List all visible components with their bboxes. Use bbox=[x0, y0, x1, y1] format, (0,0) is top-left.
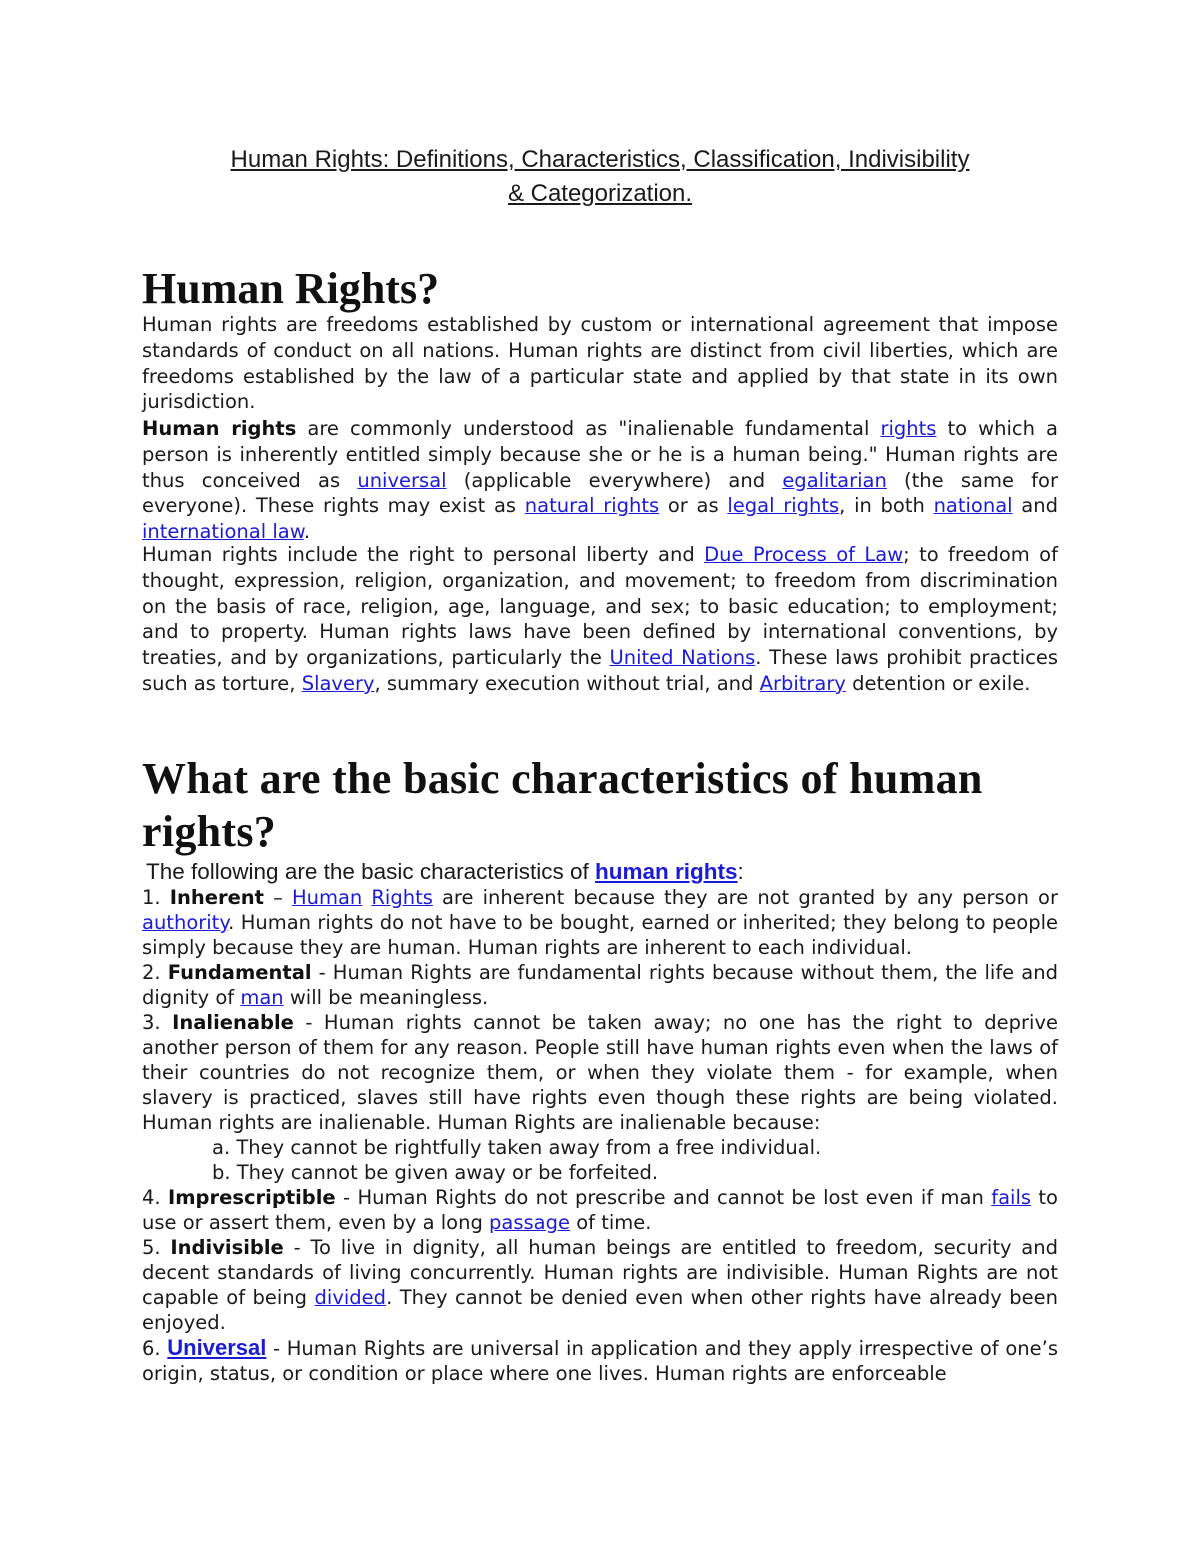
link-passage[interactable]: passage bbox=[489, 1211, 571, 1234]
heading-characteristics: What are the basic characteristics of human rights? bbox=[142, 754, 983, 856]
paragraph-scope: Human rights include the right to personal liberty and Due Process of Law; to freedom of thought, expression, religion, organization, and movement; to freedom from discrimination on the basis of race, religion, age, language, and sex; to basic education; to employment; and to property. Human rights laws have been defined by international conventions, by treaties, and by organizations, particularly the United Nations. These laws prohibit practices such as torture, Slavery, summary execution without trial, and Arbitrary detention or exile. bbox=[142, 543, 1058, 695]
paragraph-inalienable: Human rights are commonly understood as "inalienable fundamental rights to which a person is inherently entitled simply because she or he is a human being." Human rights are thus conceived as universal (applicable everywhere) and egalitarian (the same for everyone). These rights may exist as natural rights or as legal rights, in both national and international law. bbox=[142, 417, 1059, 544]
link-man[interactable]: man bbox=[240, 986, 284, 1009]
link-united-nations[interactable]: United Nations bbox=[609, 646, 756, 670]
link-rights-2[interactable]: Rights bbox=[371, 886, 433, 909]
list-item-imprescriptible: 4. Imprescriptible - Human Rights do not prescribe and cannot be lost even if man fails to use or assert them, even by a long passage of time. bbox=[142, 1186, 1058, 1234]
link-universal-2[interactable]: Universal bbox=[167, 1335, 267, 1360]
link-divided[interactable]: divided bbox=[314, 1286, 387, 1309]
sub-item-b: b. They cannot be given away or be forfeited. bbox=[212, 1161, 659, 1184]
link-fails[interactable]: fails bbox=[991, 1186, 1032, 1209]
link-universal[interactable]: universal bbox=[357, 468, 447, 492]
link-national[interactable]: national bbox=[933, 494, 1013, 518]
link-slavery[interactable]: Slavery bbox=[301, 671, 375, 695]
document-title bbox=[142, 143, 1058, 211]
list-item-fundamental: 2. Fundamental - Human Rights are fundamental rights because without them, the life and dignity of man will be meaningless. bbox=[142, 961, 1058, 1009]
characteristics-intro: The following are the basic characteristics of human rights: bbox=[146, 859, 744, 884]
paragraph-definition: Human rights are freedoms established by custom or international agreement that impose standards of conduct on all nations. Human rights are distinct from civil liberties, which are freedoms established by the law of a particular state and applied by that state in its own jurisdiction. bbox=[142, 313, 1058, 414]
list-item-universal: 6. Universal - Human Rights are universal in application and they apply irrespective of one’s origin, status, or condition or place where one lives. Human rights are enforceable bbox=[142, 1335, 1058, 1385]
list-item-indivisible: 5. Indivisible - To live in dignity, all human beings are entitled to freedom, security and decent standards of living concurrently. Human rights are indivisible. Human Rights are not capable of being divided. They cannot be denied even when other rights have already been enjoyed. bbox=[142, 1236, 1059, 1334]
link-legal-rights[interactable]: legal rights bbox=[727, 494, 840, 518]
link-due-process[interactable]: Due Process of Law bbox=[704, 543, 904, 566]
characteristics-list bbox=[142, 885, 1058, 1386]
bold-lead: Human rights bbox=[142, 417, 297, 440]
link-human-rights[interactable]: human rights bbox=[594, 859, 738, 884]
link-natural-rights[interactable]: natural rights bbox=[524, 494, 660, 518]
link-human[interactable]: Human bbox=[291, 886, 363, 909]
sub-item-a: a. They cannot be rightfully taken away from a free individual. bbox=[212, 1136, 822, 1159]
link-egalitarian[interactable]: egalitarian bbox=[782, 468, 887, 492]
link-international-law[interactable]: international law bbox=[142, 520, 304, 544]
list-item-inalienable: 3. Inalienable - Human rights cannot be taken away; no one has the right to deprive another person of them for any reason. People still have human rights even when the laws of their countries do not recognize them, or when they violate them - for example, when slavery is practiced, slaves still have rights even though these rights are being violated. Human rights are inalienable. Human Rights are inalienable because: bbox=[142, 1011, 1058, 1134]
link-arbitrary[interactable]: Arbitrary bbox=[759, 671, 846, 695]
heading-human-rights: Human Rights? bbox=[142, 264, 440, 313]
title-line-2: & Categorization. bbox=[507, 180, 693, 207]
link-rights[interactable]: rights bbox=[880, 417, 937, 440]
link-authority[interactable]: authority bbox=[142, 911, 229, 934]
title-line-1: Human Rights: Definitions, Characteristics, Classification, Indivisibility bbox=[230, 146, 970, 173]
list-item-inherent: 1. Inherent – Human Rights are inherent because they are not granted by any person or authority. Human rights do not have to be bought, earned or inherited; they belong to people simply because they are human. Human rights are inherent to each individual. bbox=[142, 886, 1058, 959]
